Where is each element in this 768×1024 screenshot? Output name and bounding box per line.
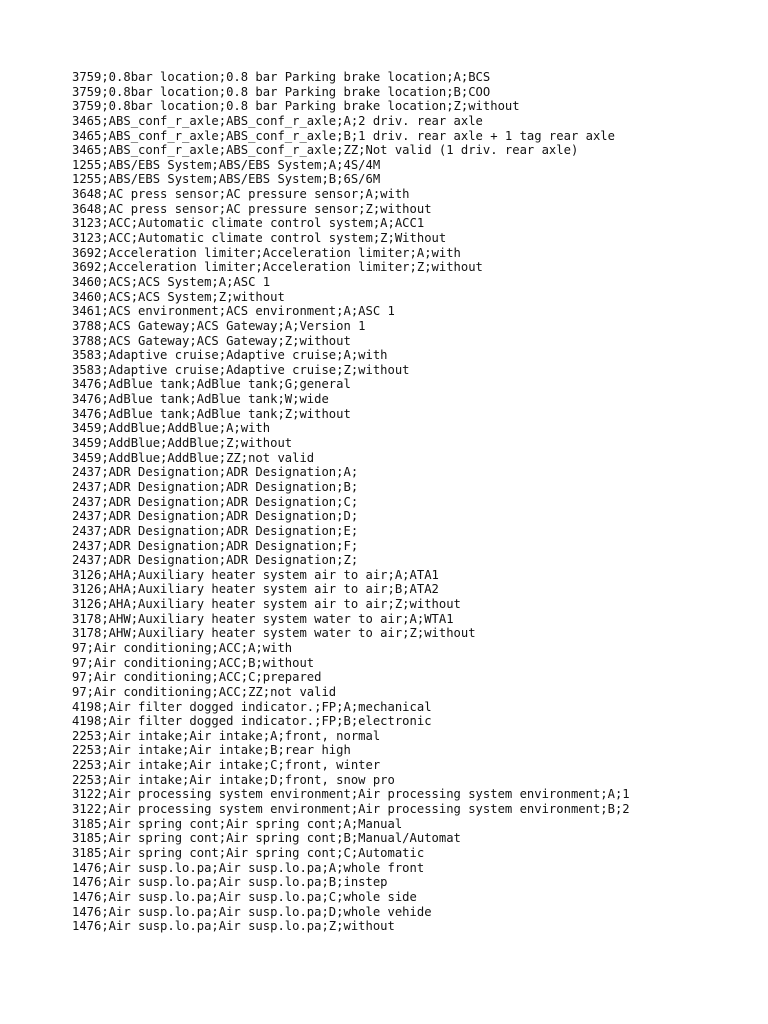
text-line: 3476;AdBlue tank;AdBlue tank;W;wide [72,392,329,407]
text-line: 97;Air conditioning;ACC;ZZ;not valid [72,684,337,699]
text-line: 2437;ADR Designation;ADR Designation;D; [72,509,359,524]
text-lines [72,70,752,934]
text-line: 1476;Air susp.lo.pa;Air susp.lo.pa;C;whole side [72,889,417,904]
text-line: 3126;AHA;Auxiliary heater system air to air;Z;without [72,597,461,612]
text-line: 1255;ABS/EBS System;ABS/EBS System;B;6S/6M [72,172,381,187]
text-line: 3185;Air spring cont;Air spring cont;C;Automatic [72,845,425,860]
text-line: 3788;ACS Gateway;ACS Gateway;Z;without [72,333,351,348]
text-line: 3583;Adaptive cruise;Adaptive cruise;A;with [72,348,388,363]
text-line: 2253;Air intake;Air intake;D;front, snow pro [72,772,395,787]
text-line: 3476;AdBlue tank;AdBlue tank;G;general [72,377,351,392]
text-line: 3461;ACS environment;ACS environment;A;ASC 1 [72,304,395,319]
text-line: 3122;Air processing system environment;Air processing system environment;B;2 [72,802,630,817]
text-line: 97;Air conditioning;ACC;C;prepared [72,670,322,685]
text-line: 2437;ADR Designation;ADR Designation;A; [72,465,359,480]
document-page [72,70,752,934]
text-line: 3465;ABS_conf_r_axle;ABS_conf_r_axle;A;2 driv. rear axle [72,113,483,128]
text-line: 2437;ADR Designation;ADR Designation;Z; [72,553,359,568]
text-line: 3648;AC press sensor;AC pressure sensor;A;with [72,187,410,202]
text-line: 3465;ABS_conf_r_axle;ABS_conf_r_axle;ZZ;Not valid (1 driv. rear axle) [72,143,579,158]
text-line: 2253;Air intake;Air intake;C;front, winter [72,758,381,773]
text-line: 1476;Air susp.lo.pa;Air susp.lo.pa;A;whole front [72,860,425,875]
text-line: 3692;Acceleration limiter;Acceleration limiter;A;with [72,245,461,260]
text-line: 2253;Air intake;Air intake;A;front, normal [72,728,381,743]
text-line: 3126;AHA;Auxiliary heater system air to air;B;ATA2 [72,582,439,597]
text-line: 4198;Air filter dogged indicator.;FP;B;electronic [72,714,432,729]
text-line: 3476;AdBlue tank;AdBlue tank;Z;without [72,406,351,421]
text-line: 3759;0.8bar location;0.8 bar Parking brake location;A;BCS [72,70,491,84]
text-line: 3460;ACS;ACS System;A;ASC 1 [72,274,271,289]
text-line: 2437;ADR Designation;ADR Designation;C; [72,494,359,509]
text-line: 3185;Air spring cont;Air spring cont;A;Manual [72,816,403,831]
text-line: 3692;Acceleration limiter;Acceleration limiter;Z;without [72,260,483,275]
text-line: 97;Air conditioning;ACC;A;with [72,640,293,655]
text-line: 3123;ACC;Automatic climate control system;A;ACC1 [72,216,425,231]
text-line: 3178;AHW;Auxiliary heater system water to air;Z;without [72,626,476,641]
text-line: 3459;AddBlue;AddBlue;ZZ;not valid [72,450,315,465]
text-line: 2437;ADR Designation;ADR Designation;B; [72,479,359,494]
text-line: 2253;Air intake;Air intake;B;rear high [72,743,351,758]
text-line: 3126;AHA;Auxiliary heater system air to air;A;ATA1 [72,567,439,582]
text-line: 4198;Air filter dogged indicator.;FP;A;mechanical [72,699,432,714]
text-line: 3185;Air spring cont;Air spring cont;B;Manual/Automat [72,831,461,846]
text-line: 1476;Air susp.lo.pa;Air susp.lo.pa;B;instep [72,875,388,890]
text-line: 3123;ACC;Automatic climate control system;Z;Without [72,231,447,246]
text-line: 3583;Adaptive cruise;Adaptive cruise;Z;without [72,362,410,377]
text-line: 1255;ABS/EBS System;ABS/EBS System;A;4S/4M [72,157,381,172]
text-line: 3759;0.8bar location;0.8 bar Parking brake location;B;COO [72,84,491,99]
text-line: 3648;AC press sensor;AC pressure sensor;Z;without [72,201,432,216]
text-line: 1476;Air susp.lo.pa;Air susp.lo.pa;Z;without [72,919,395,934]
text-line: 97;Air conditioning;ACC;B;without [72,655,315,670]
text-line: 2437;ADR Designation;ADR Designation;F; [72,538,359,553]
text-line: 1476;Air susp.lo.pa;Air susp.lo.pa;D;whole vehide [72,904,432,919]
text-line: 3459;AddBlue;AddBlue;Z;without [72,436,293,451]
text-line: 2437;ADR Designation;ADR Designation;E; [72,523,359,538]
text-line: 3178;AHW;Auxiliary heater system water to air;A;WTA1 [72,611,454,626]
text-line: 3788;ACS Gateway;ACS Gateway;A;Version 1 [72,318,366,333]
text-line: 3460;ACS;ACS System;Z;without [72,289,285,304]
text-line: 3465;ABS_conf_r_axle;ABS_conf_r_axle;B;1 driv. rear axle + 1 tag rear axle [72,128,615,143]
text-line: 3459;AddBlue;AddBlue;A;with [72,421,271,436]
text-line: 3122;Air processing system environment;Air processing system environment;A;1 [72,787,630,802]
text-line: 3759;0.8bar location;0.8 bar Parking brake location;Z;without [72,99,520,114]
